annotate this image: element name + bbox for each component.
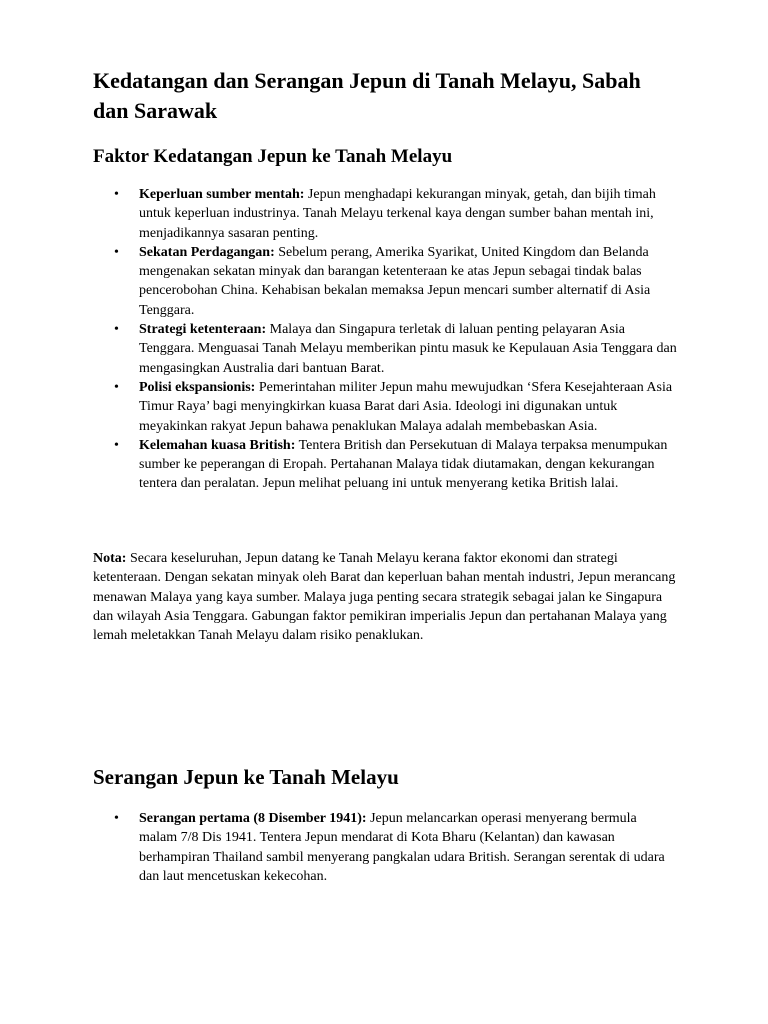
bullet-icon: • [114,187,119,202]
nota-label: Nota: [93,551,127,566]
item-text: Jepun melancarkan operasi menyerang bermula malam 7/8 Dis 1941. Tentera Jepun mendarat di Kota Bharu (Kelantan) dan kawasan berhampiran Thailand sambil menyerang pangkalan udara British. Serangan serentak di udara dan laut mencetuskan kekecohan. [139,811,665,884]
list-item [93,436,678,494]
section-heading-faktor: Faktor Kedatangan Jepun ke Tanah Melayu [93,146,453,167]
bullet-icon: • [114,244,119,260]
item-text: Jepun menghadapi kekurangan minyak, getah, dan bijih timah untuk keperluan industrinya. Tanah Melayu terkenal kaya dengan sumber bahan mentah ini, menjadikannya sasaran penting. [139,187,656,241]
item-text: Pemerintahan militer Jepun mahu mewujudkan ‘Sfera Kesejahteraan Asia Timur Raya’ bagi menyingkirkan kuasa Barat dari Asia. Ideologi ini digunakan untuk meyakinkan rakyat Jepun bahawa penaklukan Malaya adalah membebaskan Asia. [139,379,673,434]
list-item [93,320,678,378]
document-title: Kedatangan dan Serangan Jepun di Tanah Melayu, Sabah dan Sarawak [93,68,641,123]
bullet-list-faktor [93,185,678,494]
list-item [93,243,678,320]
item-text: Malaya dan Singapura terletak di laluan penting pelayaran Asia Tenggara. Menguasai Tanah Melayu memberikan pintu masuk ke Kepulauan Asia Tenggara dan mengasingkan Australia dari bantuan Barat. [139,322,677,376]
bullet-icon: • [114,379,119,395]
item-label: Serangan pertama (8 Disember 1941): [139,811,367,826]
item-label: Polisi ekspansionis: [139,379,256,395]
item-label: Keperluan sumber mentah: [139,187,305,202]
section-heading-serangan: Serangan Jepun ke Tanah Melayu [93,765,399,789]
bullet-icon: • [114,322,119,338]
item-label: Kelemahan kuasa British: [139,437,296,453]
nota-text: Secara keseluruhan, Jepun datang ke Tanah Melayu kerana faktor ekonomi dan strategi ketenteraan. Dengan sekatan minyak oleh Barat dan keperluan bahan mentah industri, Jepun merancang menawan Malaya yang kaya sumber. Malaya juga penting secara strategik sebagai jalan ke Singapura dan wilayah Asia Tenggara. Gabungan faktor pemikiran imperialis Jepun dan pertahanan Malaya yang lemah meletakkan Tanah Melayu dalam risiko penaklukan. [93,551,676,644]
item-label: Sekatan Perdagangan: [139,244,275,260]
item-text: Tentera British dan Persekutuan di Malaya terpaksa menumpukan sumber ke peperangan di Eropah. Pertahanan Malaya tidak diutamakan, dengan kekurangan tentera dan peralatan. Jepun melihat peluang ini untuk menyerang ketika British lalai. [139,437,668,492]
list-item [93,378,678,436]
list-item [93,185,678,243]
bullet-list-serangan [93,809,678,886]
bullet-icon: • [114,811,119,826]
item-text: Sebelum perang, Amerika Syarikat, United Kingdom dan Belanda mengenakan sekatan minyak dan barangan ketenteraan ke atas Jepun sebagai tindak balas pencerobohan China. Kehabisan bekalan memaksa Jepun mencari sumber alternatif di Asia Tenggara. [139,244,651,318]
list-item [93,809,678,886]
nota-paragraph [93,549,678,645]
item-label: Strategi ketenteraan: [139,322,267,338]
bullet-icon: • [114,437,119,453]
